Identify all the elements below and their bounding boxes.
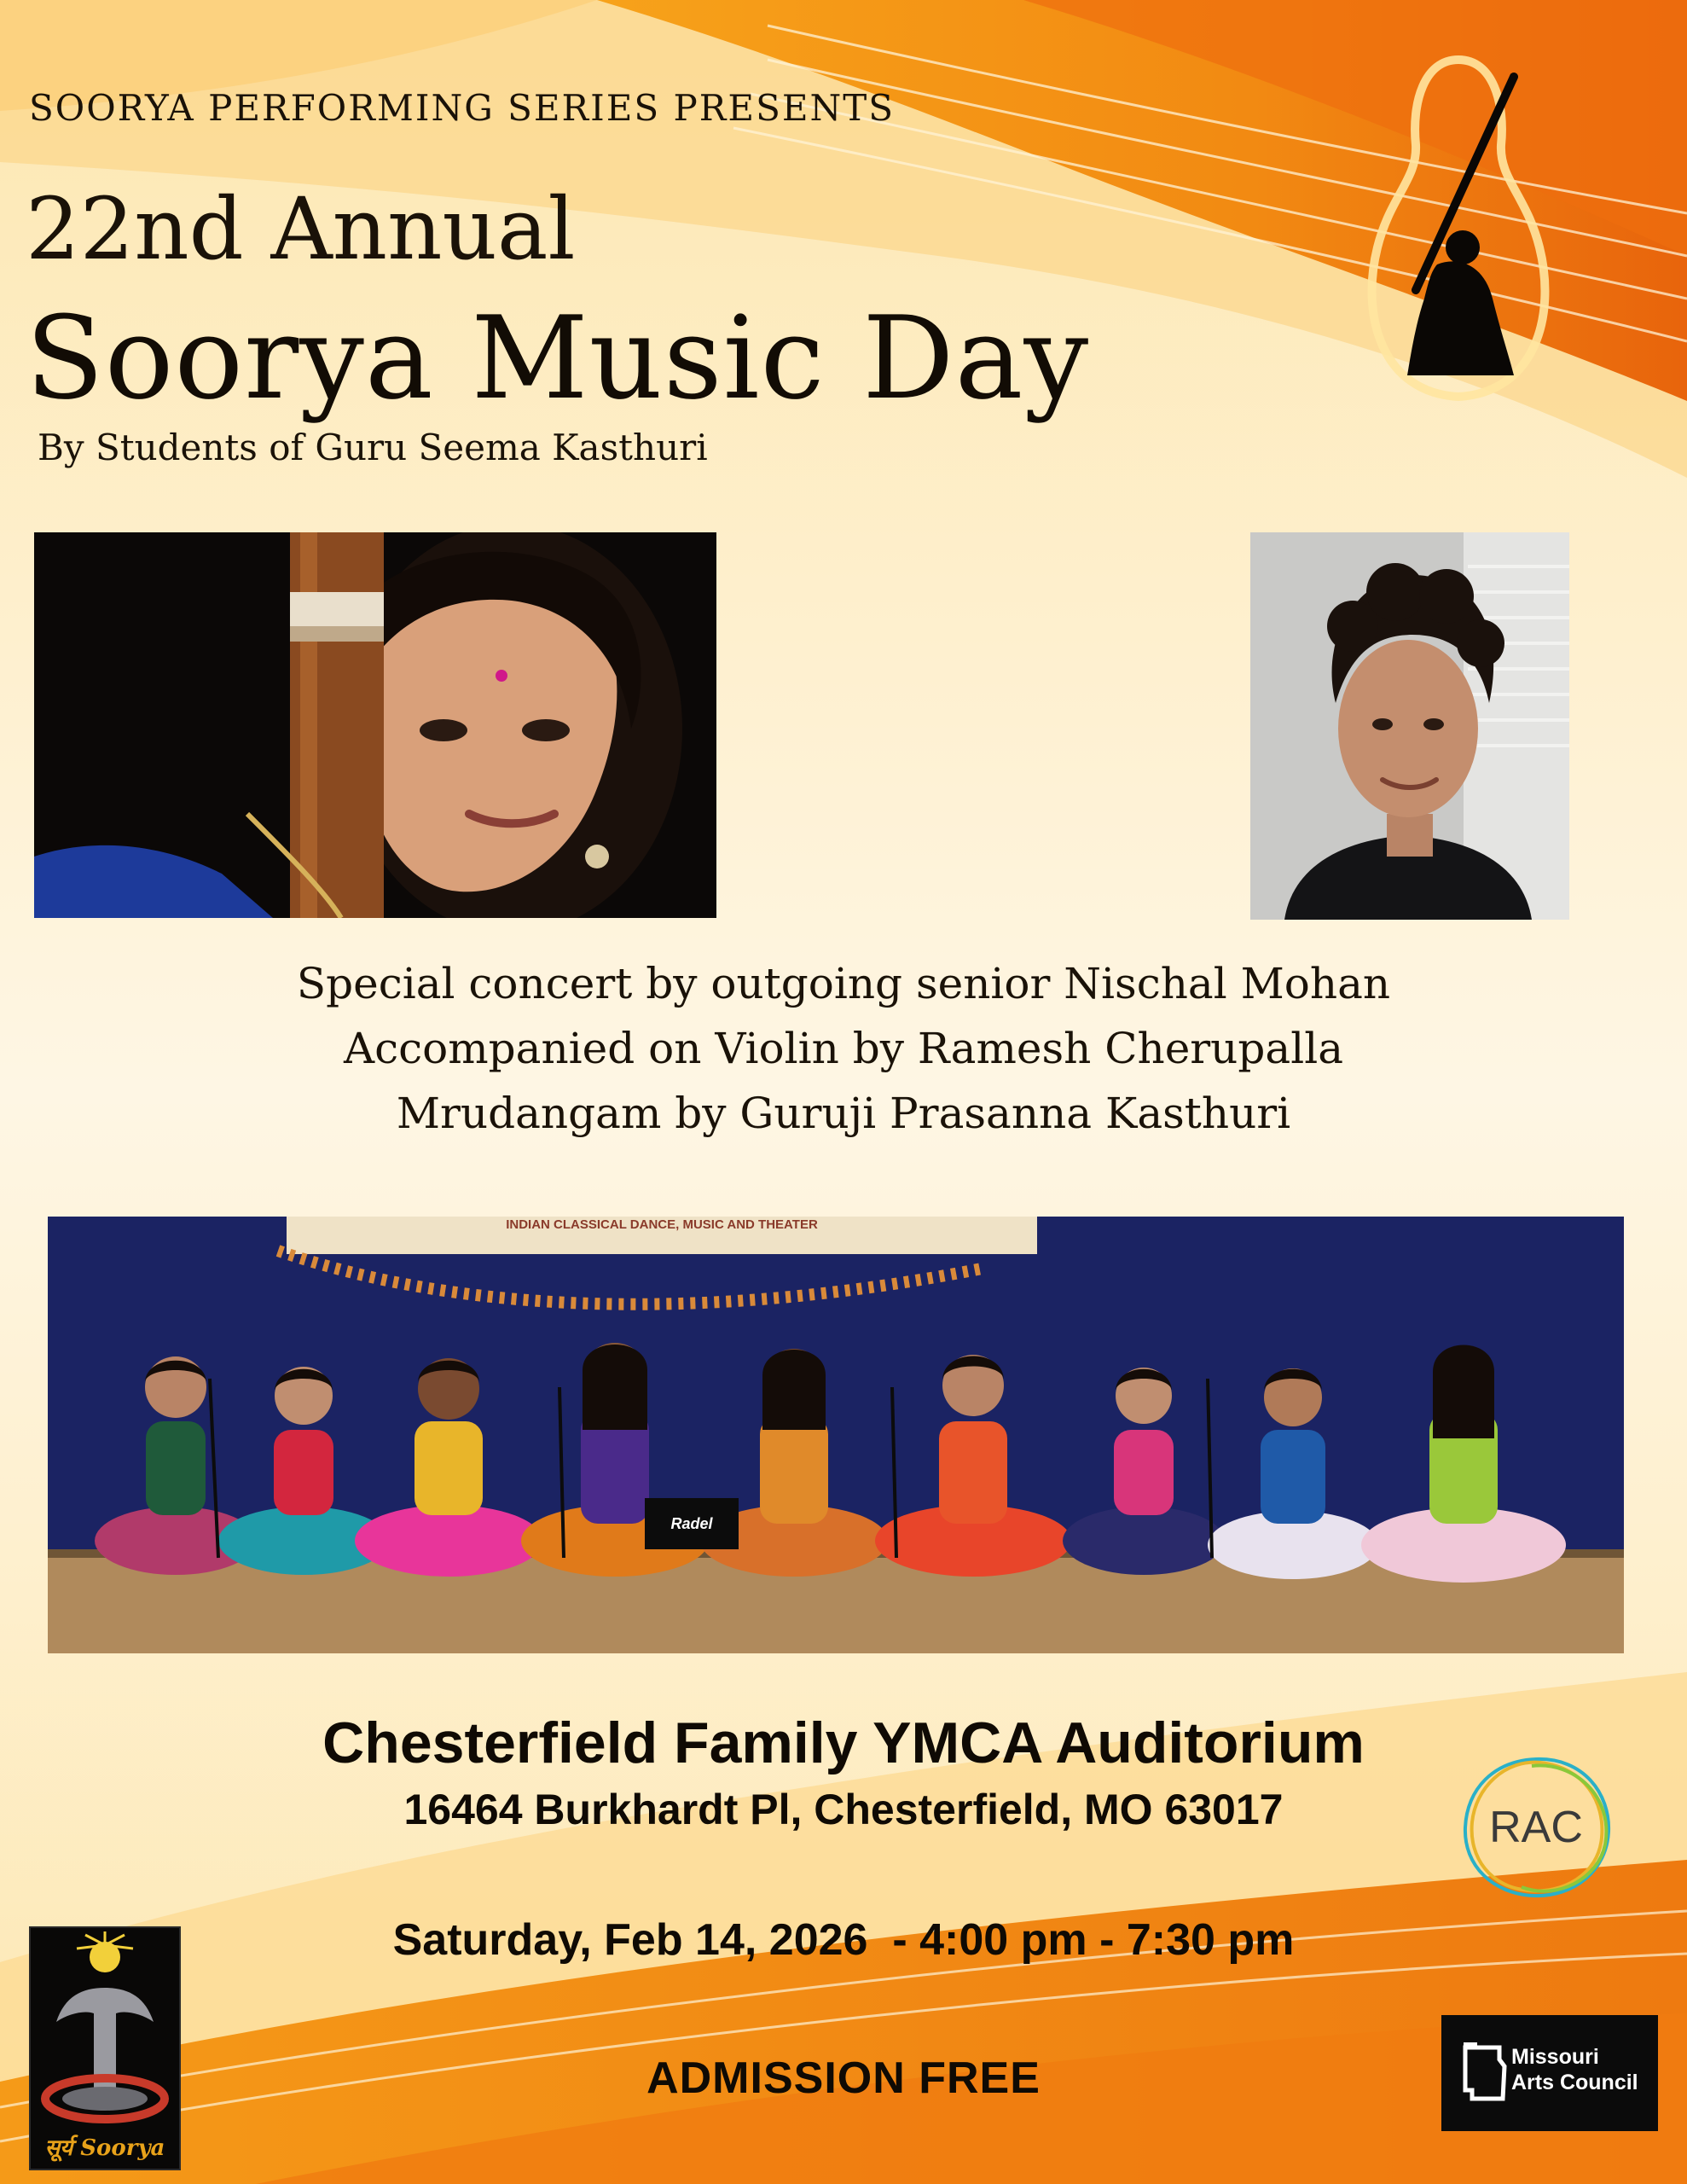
soorya-logo-text: सूर्य Soorya: [44, 2135, 165, 2161]
special-concert-line: Special concert by outgoing senior Nischal Mohan: [296, 959, 1391, 1008]
mrudangam-line: Mrudangam by Guruji Prasanna Kasthuri: [396, 1089, 1291, 1138]
series-presents-line: SOORYA PERFORMING SERIES PRESENTS: [29, 87, 896, 129]
event-title: Soorya Music Day: [26, 292, 1090, 425]
mac-line1: Missouri: [1511, 2045, 1599, 2069]
violin-accompaniment-line: Accompanied on Violin by Ramesh Cherupalla: [344, 1024, 1343, 1073]
event-byline: By Students of Guru Seema Kasthuri: [38, 427, 708, 468]
admission-note: ADMISSION FREE: [646, 2053, 1041, 2103]
rac-logo: [1455, 1751, 1617, 1904]
students-stage-photo: [48, 1217, 1624, 1653]
nischal-mohan-photo: [1250, 532, 1569, 920]
harmonium-label: Radel: [670, 1515, 713, 1532]
guru-photo: [34, 532, 716, 918]
rac-logo-text: RAC: [1489, 1803, 1583, 1852]
event-datetime: Saturday, Feb 14, 2026 - 4:00 pm - 7:30 pm: [392, 1915, 1295, 1965]
venue-name: Chesterfield Family YMCA Auditorium: [322, 1711, 1365, 1775]
missouri-arts-council-logo: [1441, 2015, 1658, 2131]
mac-line2: Arts Council: [1511, 2071, 1638, 2094]
venue-address: 16464 Burkhardt Pl, Chesterfield, MO 63017: [403, 1786, 1284, 1833]
missouri-state-icon: [1460, 2041, 1508, 2106]
tanpura-player-emblem: [1356, 51, 1561, 410]
soorya-logo: [29, 1926, 181, 2170]
annual-label: 22nd Annual: [26, 179, 576, 279]
stage-banner-text: INDIAN CLASSICAL DANCE, MUSIC AND THEATER: [506, 1217, 818, 1232]
